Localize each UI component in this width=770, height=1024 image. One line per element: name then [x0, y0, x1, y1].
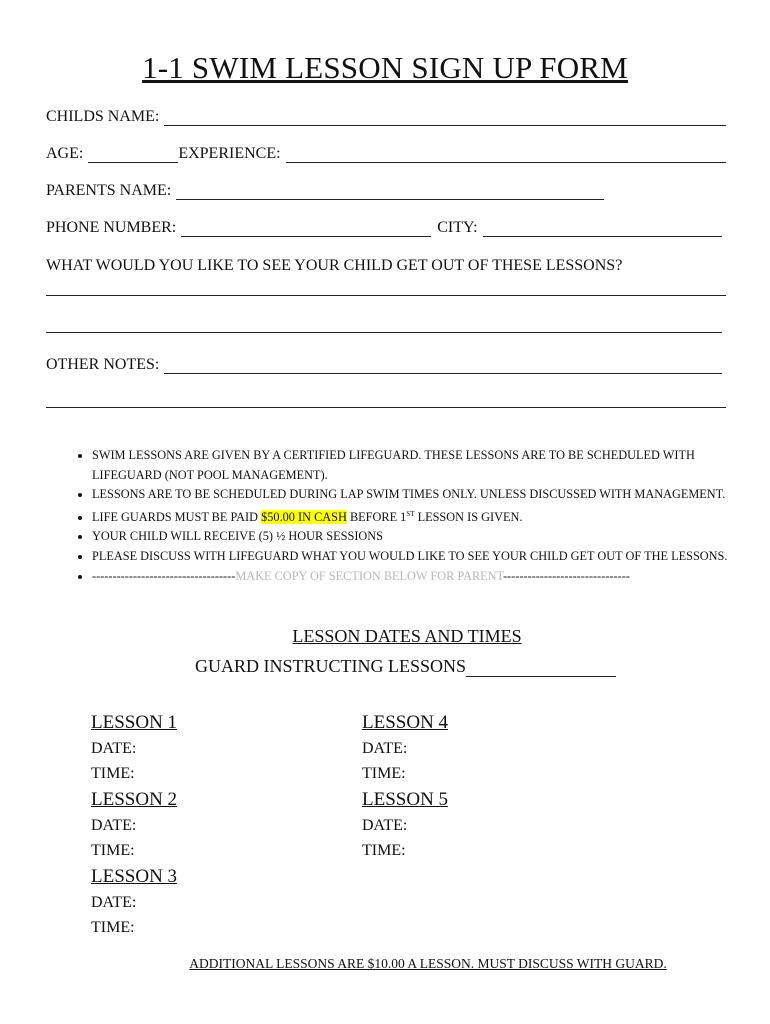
payment-highlight: $50.00 IN CASH	[261, 509, 347, 524]
rule-item: • YOUR CHILD WILL RECEIVE (5) ½ HOUR SESSIONS	[92, 527, 752, 547]
goals-question-label: WHAT WOULD YOU LIKE TO SEE YOUR CHILD GET OUT OF THESE LESSONS?	[46, 257, 623, 274]
parents-name-label: PARENTS NAME:	[46, 182, 172, 199]
phone-number-label: PHONE NUMBER:	[46, 219, 177, 236]
rules-list	[70, 446, 752, 586]
lesson-4-time-label: TIME:	[362, 765, 406, 782]
age-field[interactable]	[88, 146, 178, 163]
childs-name-row	[46, 104, 726, 126]
phone-number-field[interactable]	[181, 220, 431, 237]
lesson-5-time-label: TIME:	[362, 842, 406, 859]
other-notes-field[interactable]	[164, 357, 722, 374]
rule-item: • SWIM LESSONS ARE GIVEN BY A CERTIFIED LIFEGUARD. THESE LESSONS ARE TO BE SCHEDULED WITH LIFEGUARD (NOT POOL MANAGEMENT).	[92, 446, 752, 485]
guard-instructing-label: GUARD INSTRUCTING LESSONS	[195, 656, 467, 676]
lesson-2-time-label: TIME:	[91, 842, 135, 859]
goals-answer-line-2[interactable]	[46, 332, 722, 333]
city-label: CITY:	[437, 219, 478, 236]
lesson-3-date-label: DATE:	[91, 894, 137, 911]
childs-name-label: CHILDS NAME:	[46, 108, 160, 125]
lesson-3-heading: LESSON 3	[91, 866, 178, 887]
copy-instruction: MAKE COPY OF SECTION BELOW FOR PARENT	[235, 568, 503, 583]
other-notes-line-2[interactable]	[46, 407, 726, 408]
experience-field[interactable]	[286, 146, 726, 163]
lesson-5-heading: LESSON 5	[362, 789, 449, 810]
copy-divider: • -----------------------------------MAKE COPY OF SECTION BELOW FOR PARENT-------------------------------	[92, 567, 752, 587]
lesson-2-heading: LESSON 2	[91, 789, 178, 810]
lesson-1-heading: LESSON 1	[91, 712, 178, 733]
rule-item: • PLEASE DISCUSS WITH LIFEGUARD WHAT YOU WOULD LIKE TO SEE YOUR CHILD GET OUT OF THE LESSONS.	[92, 547, 752, 567]
goals-question	[46, 253, 726, 275]
lesson-3-time-label: TIME:	[91, 919, 135, 936]
experience-label: EXPERIENCE:	[178, 145, 281, 162]
age-experience-row	[46, 141, 726, 163]
guard-instructing-field[interactable]	[466, 658, 616, 677]
age-label: AGE:	[46, 145, 84, 162]
goals-answer-line-1[interactable]	[46, 295, 726, 296]
lesson-5-date-label: DATE:	[362, 817, 408, 834]
lesson-1-time-label: TIME:	[91, 765, 135, 782]
other-notes-row	[46, 352, 722, 374]
city-field[interactable]	[483, 220, 722, 237]
other-notes-label: OTHER NOTES:	[46, 356, 160, 373]
lesson-dates-heading: LESSON DATES AND TIMES	[292, 626, 522, 646]
phone-city-row	[46, 215, 722, 237]
additional-lessons-note: ADDITIONAL LESSONS ARE $10.00 A LESSON. MUST DISCUSS WITH GUARD.	[189, 956, 667, 971]
childs-name-field[interactable]	[164, 109, 726, 126]
rule-item: • LESSONS ARE TO BE SCHEDULED DURING LAP SWIM TIMES ONLY. UNLESS DISCUSSED WITH MANAGEMENT.	[92, 485, 752, 505]
rule-item-payment: • LIFE GUARDS MUST BE PAID $50.00 IN CASH BEFORE 1ST LESSON IS GIVEN.	[92, 505, 752, 528]
guard-instructing-row	[195, 653, 616, 677]
parents-name-field[interactable]	[176, 183, 604, 200]
lesson-4-heading: LESSON 4	[362, 712, 449, 733]
lesson-2-date-label: DATE:	[91, 817, 137, 834]
lesson-1-date-label: DATE:	[91, 740, 137, 757]
form-title: 1-1 SWIM LESSON SIGN UP FORM	[142, 50, 628, 85]
parents-name-row	[46, 178, 604, 200]
lesson-4-date-label: DATE:	[362, 740, 408, 757]
